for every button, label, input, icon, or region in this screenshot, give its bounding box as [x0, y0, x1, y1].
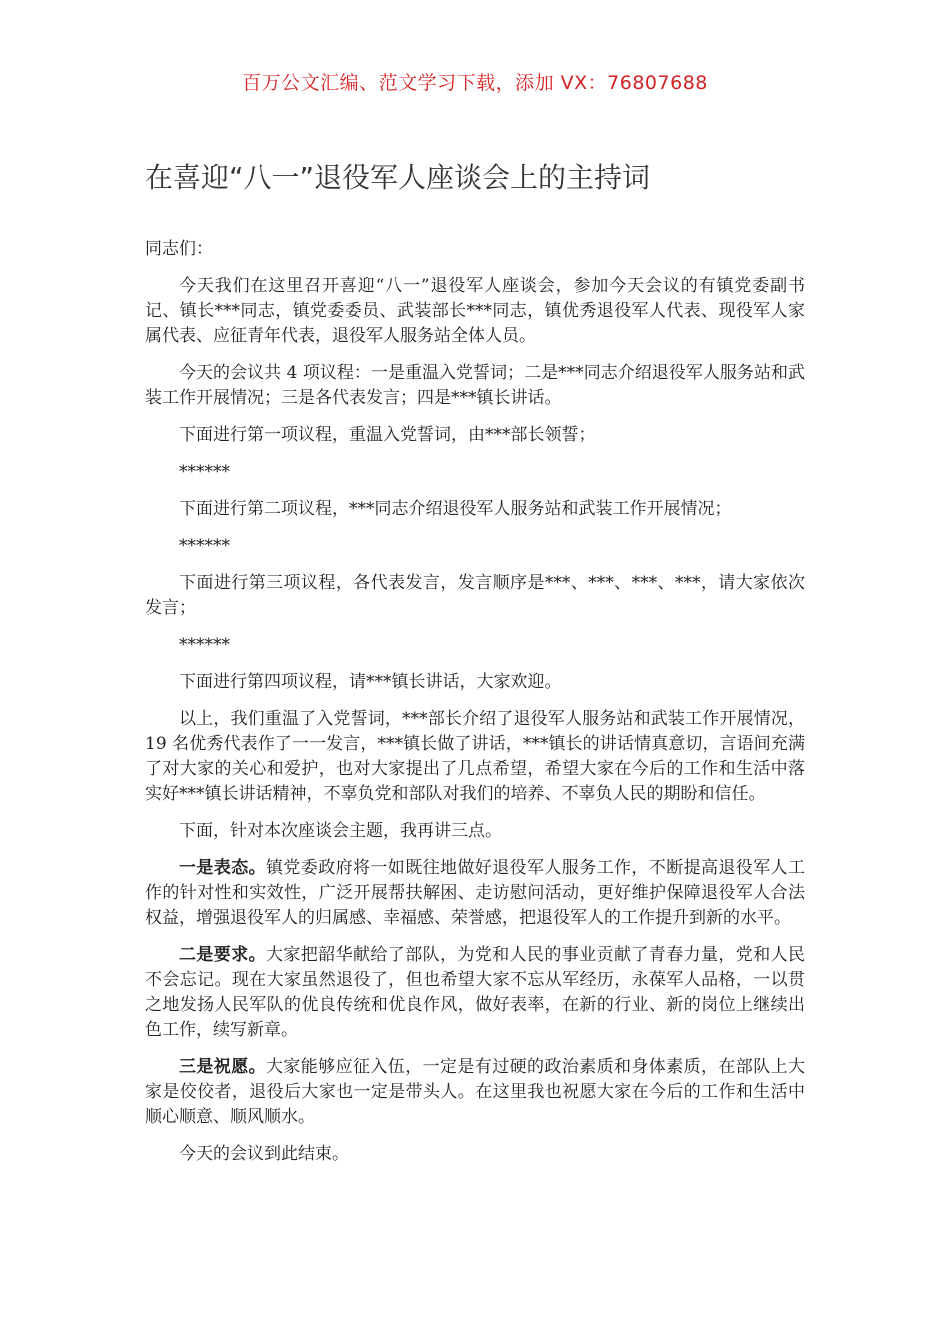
- paragraph-item-1: 下面进行第一项议程，重温入党誓词，由***部长领誓；: [179, 425, 596, 445]
- paragraph-point-2: [145, 943, 805, 1043]
- paragraph-item-4: 下面进行第四项议程，请***镇长讲话，大家欢迎。: [179, 672, 562, 692]
- separator: ******: [179, 536, 230, 556]
- paragraph-summary: 以上，我们重温了入党誓词，***部长介绍了退役军人服务站和武装工作开展情况，19 名优秀代表作了一一发言，***镇长做了讲话，***镇长的讲话情真意切，言语间充满了对大家的关心和爱护，也对大家提出了几点希望，希望大家在今后的工作和生活中落实好***镇长讲话精神，不辜负党和部队对我们的培养、不辜负人民的期盼和信任。: [145, 709, 805, 804]
- document-body: [145, 237, 805, 1179]
- point-3-body: 大家能够应征入伍，一定是有过硬的政治素质和身体素质，在部队上大家是佼佼者，退役后大家也一定是带头人。在这里我也祝愿大家在今后的工作和生活中顺心顺意、顺风顺水。: [145, 1057, 805, 1127]
- promo-header: 百万公文汇编、范文学习下载，添加 VX：76807688: [242, 72, 708, 94]
- paragraph-point-3: [145, 1055, 805, 1130]
- paragraph-intro: 今天我们在这里召开喜迎“八一”退役军人座谈会，参加今天会议的有镇党委副书记、镇长***同志，镇党委委员、武装部长***同志，镇优秀退役军人代表、现役军人家属代表、应征青年代表，退役军人服务站全体人员。: [145, 276, 805, 346]
- paragraph-closing: 今天的会议到此结束。: [179, 1144, 349, 1164]
- separator: ******: [179, 635, 230, 655]
- point-2-lead: 二是要求。: [179, 945, 266, 965]
- point-3-lead: 三是祝愿。: [179, 1057, 266, 1077]
- point-1-lead: 一是表态。: [179, 858, 266, 878]
- salutation: 同志们：: [145, 239, 213, 259]
- paragraph-item-2: 下面进行第二项议程，***同志介绍退役军人服务站和武装工作开展情况；: [179, 499, 732, 519]
- paragraph-point-1: [145, 856, 805, 931]
- paragraph-agenda: 今天的会议共 4 项议程：一是重温入党誓词；二是***同志介绍退役军人服务站和武装工作开展情况；三是各代表发言；四是***镇长讲话。: [145, 363, 805, 408]
- document-title: 在喜迎“八一”退役军人座谈会上的主持词: [145, 161, 651, 194]
- point-1-body: 镇党委政府将一如既往地做好退役军人服务工作，不断提高退役军人工作的针对性和实效性，广泛开展帮扶解困、走访慰问活动，更好维护保障退役军人合法权益，增强退役军人的归属感、幸福感、荣誉感，把退役军人的工作提升到新的水平。: [145, 858, 805, 928]
- point-2-body: 大家把韶华献给了部队，为党和人民的事业贡献了青春力量，党和人民不会忘记。现在大家虽然退役了，但也希望大家不忘从军经历，永葆军人品格，一以贯之地发扬人民军队的优良传统和优良作风，做好表率，在新的行业、新的岗位上继续出色工作，续写新章。: [145, 945, 805, 1040]
- paragraph-item-3: 下面进行第三项议程，各代表发言，发言顺序是***、***、***、***，请大家依次发言；: [145, 573, 805, 618]
- paragraph-three-points: 下面，针对本次座谈会主题，我再讲三点。: [179, 821, 502, 841]
- separator: ******: [179, 462, 230, 482]
